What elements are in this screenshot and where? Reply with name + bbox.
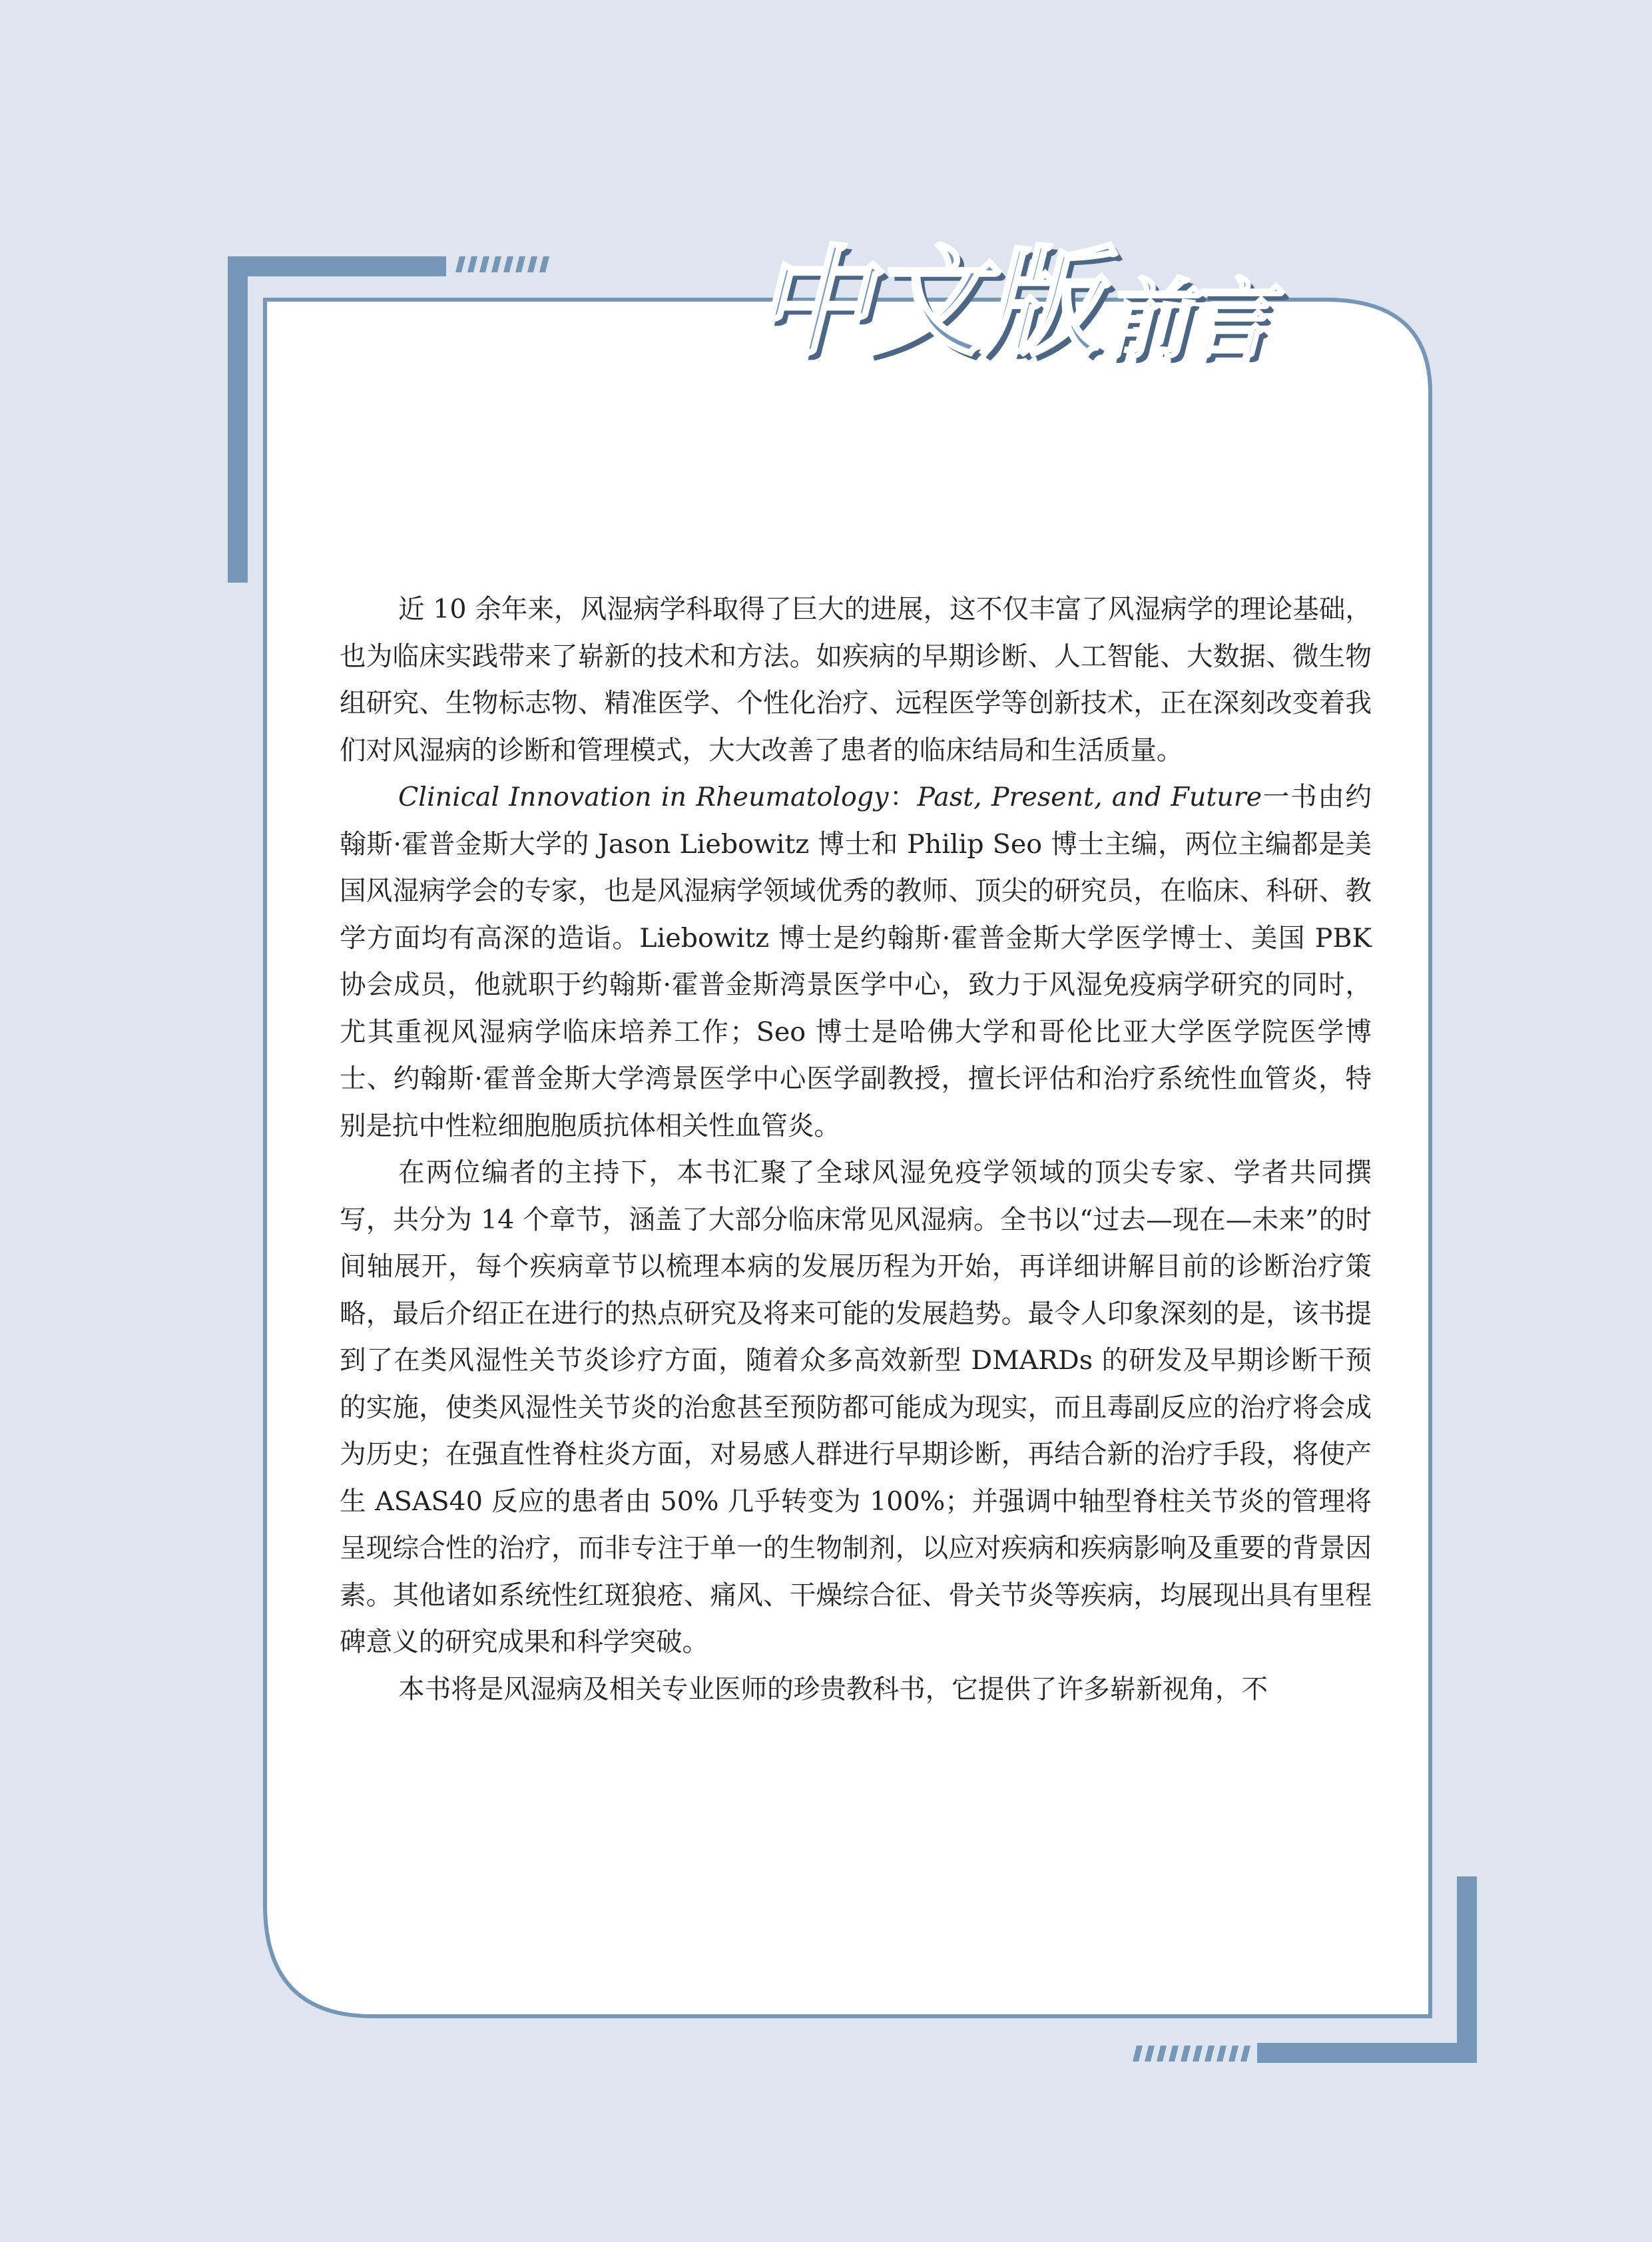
top-hatch-marks xyxy=(455,256,549,272)
bottom-hatch-marks xyxy=(1133,2046,1250,2062)
title-main: 中文版 xyxy=(752,234,1096,372)
paragraph-4: 本书将是风湿病及相关专业医师的珍贵教科书，它提供了许多崭新视角，不 xyxy=(398,1673,1268,1705)
title-sub: 前言 xyxy=(1103,269,1268,370)
paragraph-3: 在两位编者的主持下，本书汇聚了全球风湿免疫学领域的顶尖专家、学者共同撰写，共分为 14 个章节，涵盖了大部分临床常见风湿病。全书以“过去—现在—未来”的时间轴展开，每个疾病章节以梳理本病的发展历程为开始，再详细讲解目前的诊断治疗策略，最后介绍正在进行的热点研究及将来可能的发展趋势。最令人印象深刻的是，该书提到了在类风湿性关节炎诊疗方面，随着众多高效新型 DMARDs 的研发及早期诊断干预的实施，使类风湿性关节炎的治愈甚至预防都可能成为现实，而且毒副反应的治疗将会成为历史；在强直性脊柱炎方面，对易感人群进行早期诊断，再结合新的治疗手段，将使产生 ASAS40 反应的患者由 50% 几乎转变为 100%；并强调中轴型脊柱关节炎的管理将呈现综合性的治疗，而非专注于单一的生物制剂，以应对疾病和疾病影响及重要的背景因素。其他诸如系统性红斑狼疮、痛风、干燥综合征、骨关节炎等疾病，均展现出具有里程碑意义的研究成果和科学突破。 xyxy=(340,1157,1372,1657)
book-title-1: Clinical Innovation in Rheumatology xyxy=(398,782,889,812)
paragraph-1: 近 10 余年来，风湿病学科取得了巨大的进展，这不仅丰富了风湿病学的理论基础，也为临床实践带来了崭新的技术和方法。如疾病的早期诊断、人工智能、大数据、微生物组研究、生物标志物、精准医学、个性化治疗、远程医学等创新技术，正在深刻改变着我们对风湿病的诊断和管理模式，大大改善了患者的临床结局和生活质量。 xyxy=(340,594,1372,766)
page-title xyxy=(752,236,1268,370)
paragraph-2-text: 一书由约翰斯·霍普金斯大学的 Jason Liebowitz 博士和 Philip Seo 博士主编，两位主编都是美国风湿病学会的专家，也是风湿病学领域优秀的教师、顶尖的研究员，在临床、科研、教学方面均有高深的造诣。Liebowitz 博士是约翰斯·霍普金斯大学医学博士、美国 PBK 协会成员，他就职于约翰斯·霍普金斯湾景医学中心，致力于风湿免疫病学研究的同时，尤其重视风湿病学临床培养工作；Seo 博士是哈佛大学和哥伦比亚大学医学院医学博士、约翰斯·霍普金斯大学湾景医学中心医学副教授，擅长评估和治疗系统性血管炎，特别是抗中性粒细胞胞质抗体相关性血管炎。 xyxy=(340,782,1372,1141)
paragraph-2 xyxy=(340,774,1372,1149)
book-title-2: Past, Present, and Future xyxy=(917,782,1262,812)
book-title-separator: ： xyxy=(888,782,918,812)
preface-body xyxy=(340,586,1372,1713)
